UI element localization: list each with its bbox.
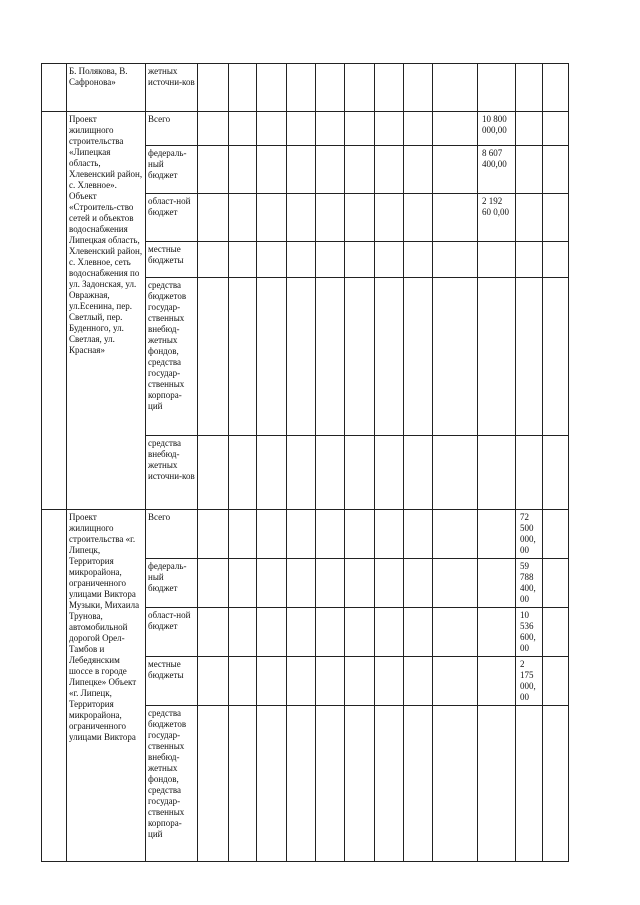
project-name-cell: Проект жилищного строительства «г. Липецк, Территория микрорайона, ограниченного улицами Виктора Музыки, Михаила Трунова, автомобильной дорогой Орел-Тамбов и Лебедянским шоссе в городе Липецке» Объект «г. Липецк, Территория микрорайона, ограниченного улицами Виктора <box>67 510 146 862</box>
funding-source-cell: област-ной бюджет <box>146 194 198 242</box>
amount-cell: 2 192 60 0,00 <box>478 194 516 242</box>
amount-cell: 10 536 600,00 <box>516 608 543 657</box>
table-row <box>42 64 569 112</box>
funding-source-cell: местные бюджеты <box>146 657 198 706</box>
amount-cell: 10 800 000,00 <box>478 112 516 146</box>
row-number-cell <box>42 64 67 112</box>
project-name-cell: Б. Полякова, В. Сафронова» <box>67 64 146 112</box>
table-row <box>42 510 569 559</box>
amount-cell: 72 500 000,00 <box>516 510 543 559</box>
funding-source-cell: Всего <box>146 510 198 559</box>
row-number-cell <box>42 510 67 862</box>
funding-source-cell: местные бюджеты <box>146 242 198 278</box>
funding-source-cell: средства бюджетов государ-ственных внебюд-жетных фондов, средства государ-ственных корпора-ций <box>146 706 198 862</box>
funding-source-cell: средства бюджетов государ-ственных внебюд-жетных фондов, средства государ-ственных корпора-ций <box>146 278 198 436</box>
amount-cell: 59 788 400,00 <box>516 559 543 608</box>
amount-cell <box>478 242 516 278</box>
budget-table <box>41 63 569 862</box>
funding-source-cell: федераль-ный бюджет <box>146 146 198 194</box>
amount-cell <box>478 278 516 436</box>
amount-cell <box>516 706 543 862</box>
project-name-cell: Проект жилищного строительства «Липецкая область, Хлевенский район, с. Хлевное». Объект «Строитель-ство сетей и объектов водоснабжения Липецкая область, Хлевенский район, с. Хлевное, сеть водоснабжения по ул. Задонская, ул. Овражная, ул.Есенина, пер. Светлый, пер. Буденного, ул. Светлая, ул. Красная» <box>67 112 146 510</box>
row-number-cell <box>42 112 67 510</box>
funding-source-cell: жетных источни-ков <box>146 64 198 112</box>
funding-source-cell: област-ной бюджет <box>146 608 198 657</box>
amount-cell: 8 607 400,00 <box>478 146 516 194</box>
amount-cell <box>478 436 516 510</box>
funding-source-cell: средства внебюд-жетных источни-ков <box>146 436 198 510</box>
funding-source-cell: Всего <box>146 112 198 146</box>
amount-cell: 2 175 000,00 <box>516 657 543 706</box>
funding-source-cell: федераль-ный бюджет <box>146 559 198 608</box>
table-row <box>42 112 569 146</box>
